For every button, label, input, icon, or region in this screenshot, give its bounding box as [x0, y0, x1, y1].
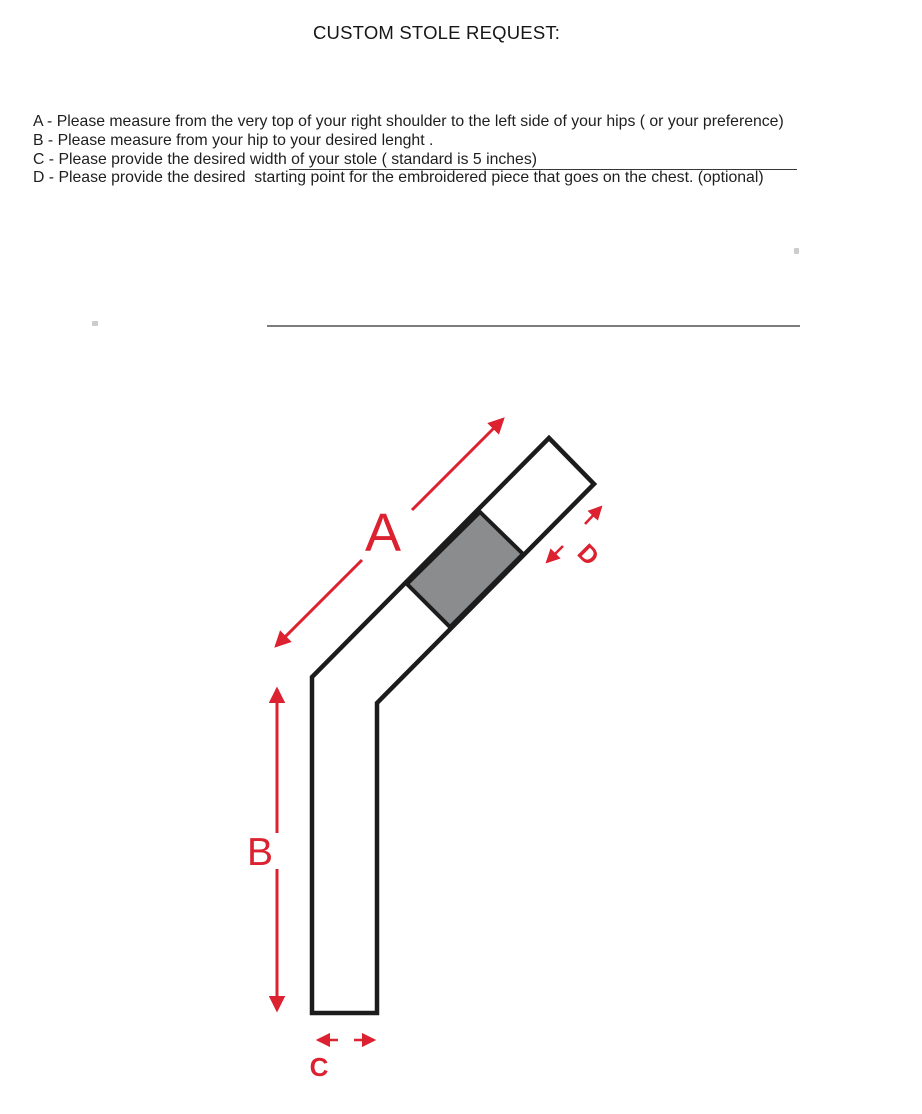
measure-d-arrow-up: [585, 507, 601, 524]
instruction-line-a: A - Please measure from the very top of your right shoulder to the left side of your hips ( or your preference): [33, 113, 784, 130]
measure-d-arrow-down: [547, 546, 563, 562]
measure-c-label: C: [309, 1052, 329, 1082]
measure-b-label: B: [246, 831, 274, 874]
measure-a-label: A: [364, 503, 402, 563]
instruction-line-d: D - Please provide the desired starting point for the embroidered piece that goes on the chest. (optional): [33, 169, 764, 187]
page-title: CUSTOM STOLE REQUEST:: [313, 22, 561, 43]
stole-outline-shape: [312, 438, 594, 1013]
instruction-line-c: C - Please provide the desired width of your stole ( standard is 5 inches): [33, 150, 537, 168]
instruction-line-b: B - Please measure from your hip to your desired lenght .: [33, 131, 434, 149]
measure-d-label: D: [571, 538, 605, 572]
measure-a-arrow-lower: [276, 560, 362, 646]
